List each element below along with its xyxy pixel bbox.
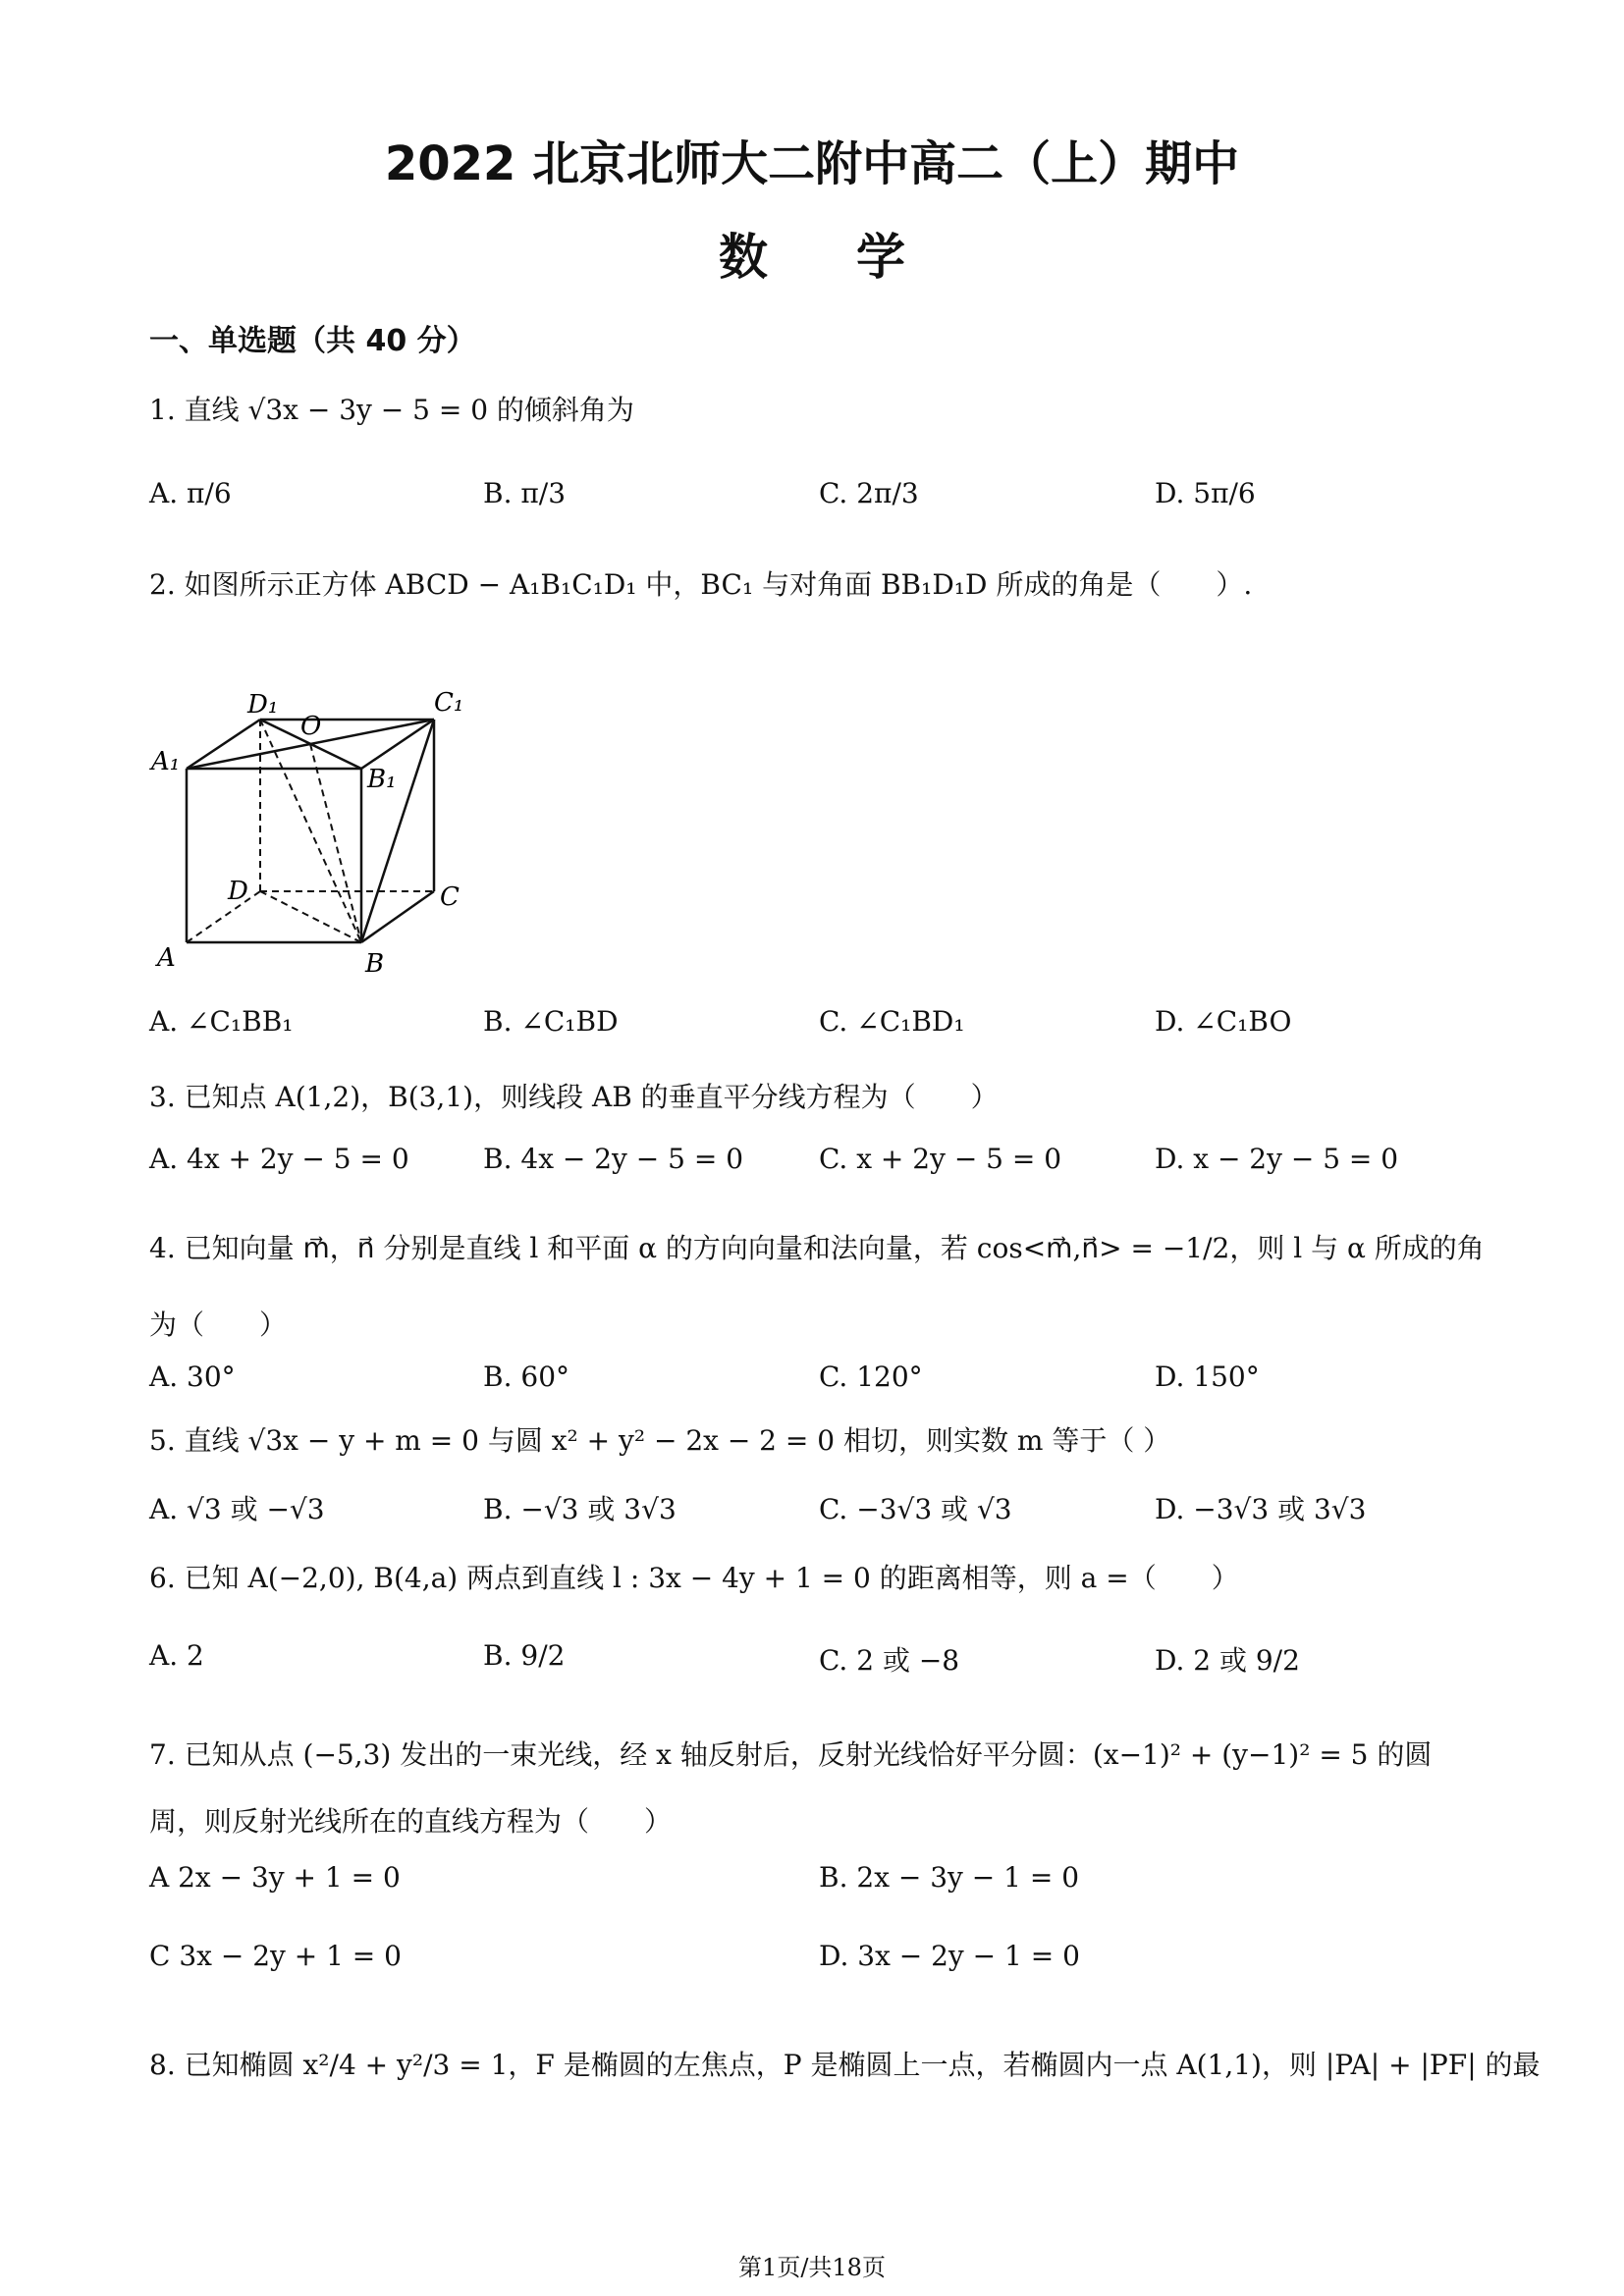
question-5: 5. 直线 √3x − y + m = 0 与圆 x² + y² − 2x − 2 = 0 相切，则实数 m 等于（ ） [149,1424,1171,1457]
q7-option-c: C 3x − 2y + 1 = 0 [149,1940,402,1972]
q2-option-d: D. ∠C₁BO [1155,1005,1292,1038]
label-a1: A₁ [151,747,181,776]
label-o: O [300,712,322,741]
edge-cb [361,891,434,942]
q1-option-a: A. π/6 [149,477,232,509]
edge-ad [187,891,260,942]
cube-figure [147,677,481,982]
question-3: 3. 已知点 A(1,2)，B(3,1)，则线段 AB 的垂直平分线方程为（ ） [149,1081,999,1113]
question-4-line-1: 4. 已知向量 m⃗，n⃗ 分别是直线 l 和平面 α 的方向向量和法向量，若 cos<m⃗,n⃗> = −1/2，则 l 与 α 所成的角 [149,1232,1485,1264]
question-2: 2. 如图所示正方体 ABCD − A₁B₁C₁D₁ 中，BC₁ 与对角面 BB₁D₁D 所成的角是（ ）. [149,568,1253,601]
q4-option-d: D. 150° [1155,1361,1260,1393]
q1-option-c: C. 2π/3 [819,477,919,509]
q5-option-d: D. −3√3 或 3√3 [1155,1493,1367,1525]
q7-option-d: D. 3x − 2y − 1 = 0 [819,1940,1080,1972]
q5-option-b: B. −√3 或 3√3 [483,1493,677,1525]
q1-option-d: D. 5π/6 [1155,477,1256,509]
diag-db [260,891,361,942]
q2-option-a: A. ∠C₁BB₁ [149,1005,294,1038]
question-6: 6. 已知 A(−2,0), B(4,a) 两点到直线 l : 3x − 4y + 1 = 0 的距离相等，则 a =（ ） [149,1562,1239,1594]
q5-option-c: C. −3√3 或 √3 [819,1493,1012,1525]
section-heading: 一、单选题（共 40 分） [149,324,476,358]
label-d: D [228,877,248,906]
q3-option-d: D. x − 2y − 5 = 0 [1155,1143,1399,1175]
page-title: 2022 北京北师大二附中高二（上）期中 [384,136,1240,191]
label-d1: D₁ [247,690,279,720]
q5-option-a: A. √3 或 −√3 [149,1493,325,1525]
label-c: C [440,882,460,912]
q4-option-c: C. 120° [819,1361,923,1393]
q7-option-a: A 2x − 3y + 1 = 0 [149,1861,401,1894]
q2-option-b: B. ∠C₁BD [483,1005,619,1038]
page-subtitle: 数学 [719,229,994,286]
q3-option-a: A. 4x + 2y − 5 = 0 [149,1143,409,1175]
label-b: B [365,949,385,979]
line-bc1 [361,720,434,942]
question-4-line-2: 为（ ） [149,1308,288,1341]
q7-option-b: B. 2x − 3y − 1 = 0 [819,1861,1080,1894]
label-c1: C₁ [434,688,464,718]
label-b1: B₁ [367,765,397,794]
question-8: 8. 已知椭圆 x²/4 + y²/3 = 1，F 是椭圆的左焦点，P 是椭圆上一点，若椭圆内一点 A(1,1)，则 |PA| + |PF| 的最 [149,2049,1541,2081]
label-a: A [157,943,176,973]
q6-option-c: C. 2 或 −8 [819,1644,960,1677]
q1-option-b: B. π/3 [483,477,567,509]
q4-option-b: B. 60° [483,1361,570,1393]
line-ob [310,744,361,942]
q3-option-c: C. x + 2y − 5 = 0 [819,1143,1062,1175]
q3-option-b: B. 4x − 2y − 5 = 0 [483,1143,744,1175]
line-d1b [260,720,361,942]
question-1: 1. 直线 √3x − 3y − 5 = 0 的倾斜角为 [149,394,634,426]
q6-option-d: D. 2 或 9/2 [1155,1644,1300,1677]
question-7-line-2: 周，则反射光线所在的直线方程为（ ） [149,1805,673,1838]
q4-option-a: A. 30° [149,1361,236,1393]
q6-option-b: B. 9/2 [483,1639,566,1672]
q2-option-c: C. ∠C₁BD₁ [819,1005,965,1038]
question-7-line-1: 7. 已知从点 (−5,3) 发出的一束光线，经 x 轴反射后，反射光线恰好平分圆：(x−1)² + (y−1)² = 5 的圆 [149,1738,1433,1771]
q6-option-a: A. 2 [149,1639,204,1672]
page-footer: 第1页/共18页 [738,2254,886,2281]
